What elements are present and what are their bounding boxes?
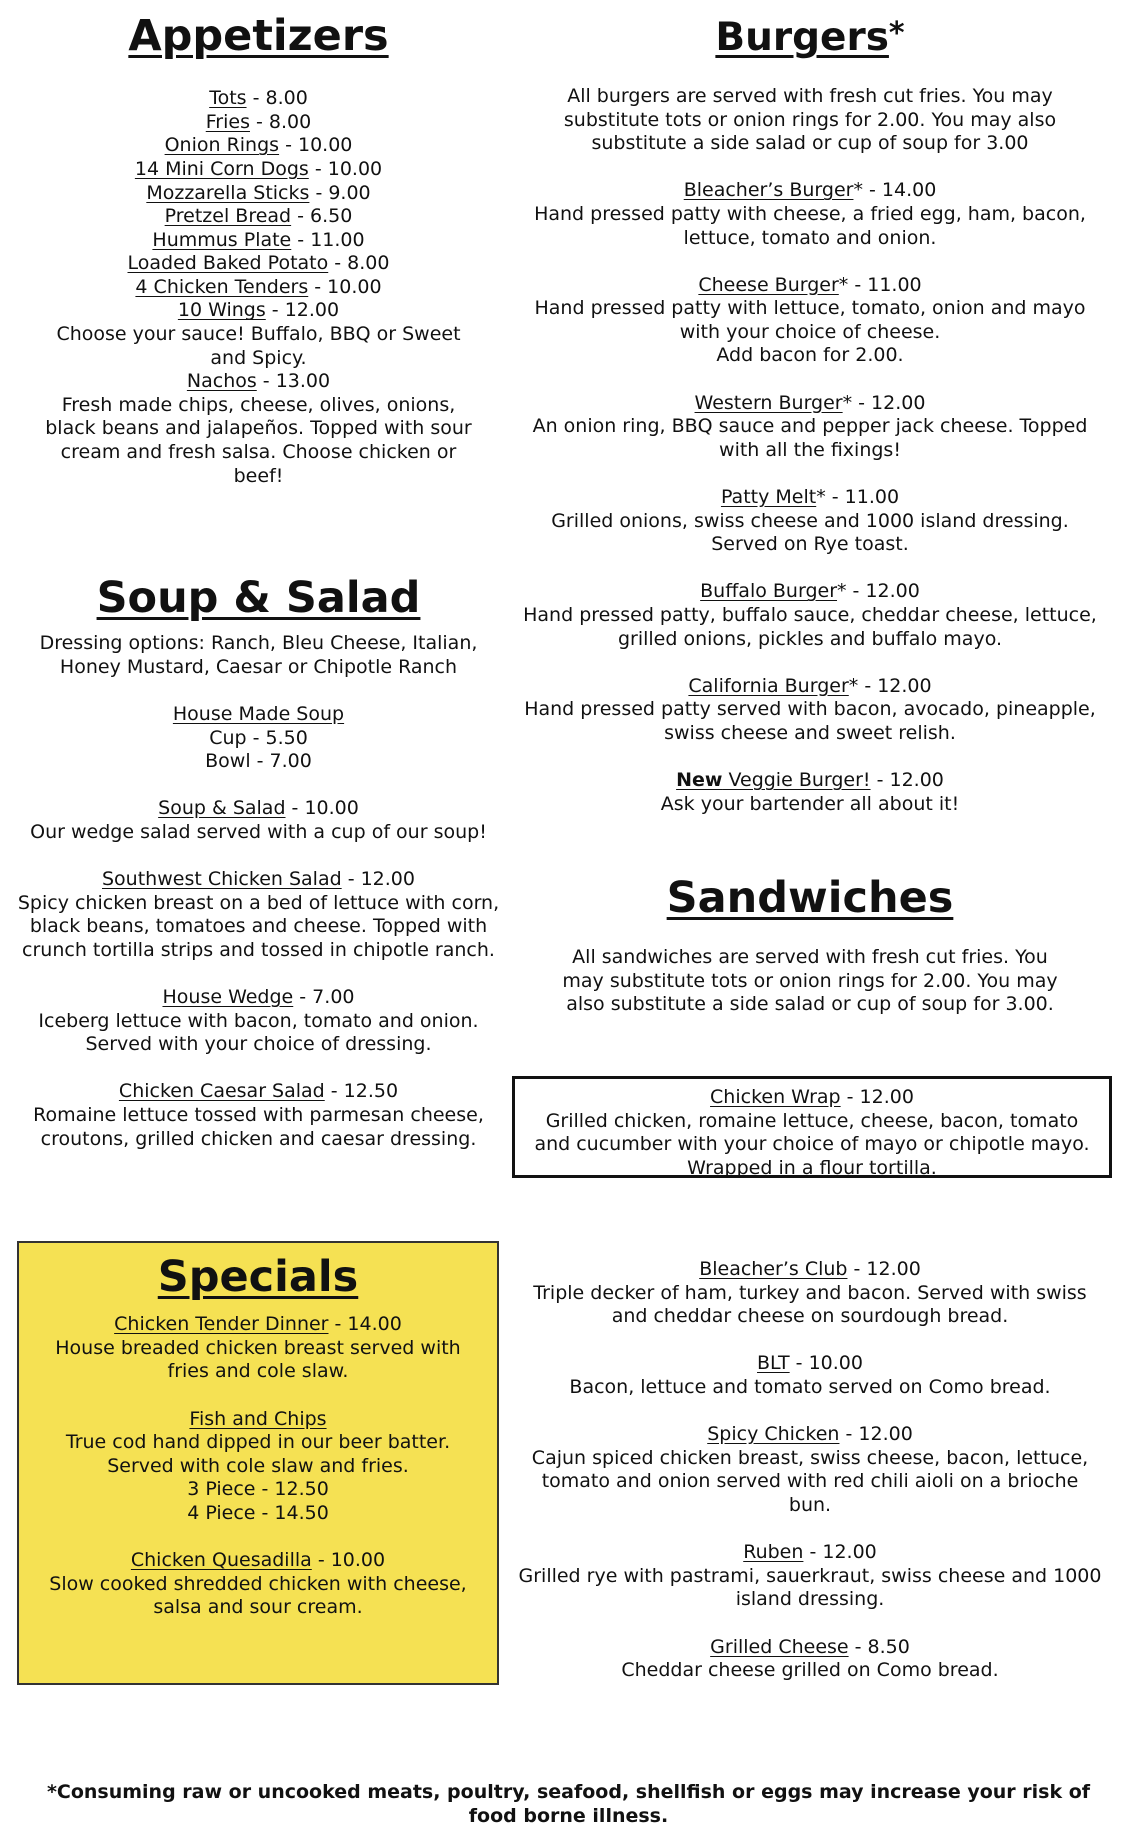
- item-name: Bleacher’s Burger: [683, 179, 854, 202]
- sandwiches-list: [512, 1258, 1108, 1683]
- item-price: - 12.00: [870, 769, 944, 792]
- item-price: - 12.00: [852, 391, 926, 414]
- menu-item: [16, 276, 501, 300]
- item-description: Hand pressed patty with cheese, a fried egg, ham, bacon, lettuce, tomato and onion.: [534, 202, 1086, 249]
- menu-item: [512, 675, 1108, 699]
- chicken-wrap-item: [515, 1086, 1109, 1180]
- menu-item: [16, 134, 501, 158]
- menu-item: [512, 1258, 1108, 1282]
- item-name: Grilled Cheese: [710, 1635, 849, 1658]
- item-name: Fries: [205, 110, 250, 133]
- item-description: Hand pressed patty with lettuce, tomato, onion and mayo with your choice of cheese.: [534, 297, 1086, 343]
- item-price: - 10.00: [279, 134, 353, 157]
- item-price: - 10.00: [311, 1549, 386, 1572]
- menu-item: [16, 252, 501, 276]
- item-price: - 11.00: [291, 228, 365, 251]
- burgers-section: [512, 15, 1108, 816]
- menu-item: [16, 229, 501, 253]
- item-price: - 12.00: [858, 674, 932, 697]
- item-name: Chicken Quesadilla: [130, 1549, 312, 1572]
- burgers-title-mark: *: [888, 16, 905, 51]
- menu-item: [19, 1313, 497, 1337]
- item-name: Hummus Plate: [152, 228, 292, 251]
- item-description: Iceberg lettuce with bacon, tomato and onion. Served with your choice of dressing.: [38, 1009, 479, 1056]
- item-price: - 8.00: [246, 87, 308, 110]
- sandwiches-intro: All sandwiches are served with fresh cut fries. You may substitute tots or onion rings for 2.00. You may also substitute a side salad or cup of soup for 3.00.: [562, 946, 1058, 1016]
- menu-item: [16, 703, 501, 727]
- item-name: 4 Chicken Tenders: [135, 275, 309, 298]
- item-name: Chicken Caesar Salad: [118, 1080, 325, 1103]
- menu-item: [16, 111, 501, 135]
- item-mark: *: [837, 580, 847, 603]
- specials-title: Specials: [157, 1252, 359, 1302]
- menu-item: [512, 274, 1108, 298]
- sandwiches-title: Sandwiches: [666, 873, 954, 923]
- item-description: Bacon, lettuce and tomato served on Como bread.: [569, 1375, 1051, 1398]
- burgers-title-text: Burgers: [715, 15, 889, 60]
- item-name: Soup & Salad: [158, 797, 286, 820]
- item-name: Nachos: [186, 370, 257, 393]
- item-price: - 12.00: [847, 1258, 921, 1280]
- chicken-wrap-box: [512, 1076, 1112, 1178]
- item-price: - 12.00: [840, 1086, 914, 1108]
- item-name: Spicy Chicken: [707, 1423, 840, 1446]
- burgers-title: [512, 15, 1108, 60]
- item-description: Hand pressed patty served with bacon, avocado, pineapple, swiss cheese and sweet relish.: [524, 698, 1096, 744]
- item-name: Ruben: [743, 1541, 804, 1564]
- item-mark: *: [842, 391, 853, 414]
- item-description: Fresh made chips, cheese, olives, onions, black beans and jalapeños. Topped with sour cream and fresh salsa. Choose chicken or beef!: [45, 393, 472, 487]
- item-description: Hand pressed patty, buffalo sauce, cheddar cheese, lettuce, grilled onions, pickles and buffalo mayo.: [523, 604, 1097, 650]
- item-price: - 14.00: [328, 1313, 402, 1336]
- menu-item: [512, 486, 1108, 510]
- item-description: Grilled rye with pastrami, sauerkraut, swiss cheese and 1000 island dressing.: [518, 1564, 1102, 1611]
- item-name: House Wedge: [162, 986, 294, 1009]
- soup-bowl-price: Bowl - 7.00: [205, 750, 312, 773]
- item-price: - 12.50: [324, 1080, 399, 1103]
- item-name: Mozzarella Sticks: [146, 181, 310, 204]
- item-price: - 7.00: [293, 986, 355, 1009]
- item-mark: *: [848, 674, 859, 697]
- menu-item: [515, 1086, 1109, 1110]
- sandwiches-section: [512, 873, 1108, 1017]
- item-description: Triple decker of ham, turkey and bacon. Served with swiss and cheddar cheese on sourdough bread.: [533, 1281, 1087, 1328]
- item-price: - 10.00: [308, 157, 383, 180]
- item-name: Southwest Chicken Salad: [102, 868, 342, 891]
- menu-item: [512, 580, 1108, 604]
- item-name: Buffalo Burger: [700, 580, 838, 603]
- appetizers-title: Appetizers: [128, 11, 389, 61]
- menu-item: [16, 1080, 501, 1104]
- menu-page: [6, 6, 1118, 1825]
- soup-salad-title: Soup & Salad: [96, 573, 421, 623]
- new-badge: New: [676, 769, 723, 792]
- burgers-intro: All burgers are served with fresh cut fries. You may substitute tots or onion rings for 2.00. You may also substitute a side salad or cup of soup for 3.00: [563, 84, 1057, 155]
- menu-item: [512, 1423, 1108, 1447]
- item-price: - 12.00: [839, 1423, 913, 1446]
- item-price: - 11.00: [825, 486, 900, 509]
- menu-item: [16, 370, 501, 394]
- item-name: House Made Soup: [172, 702, 345, 725]
- item-name: Western Burger: [694, 391, 843, 414]
- menu-item: [16, 986, 501, 1010]
- menu-item: [16, 205, 501, 229]
- menu-item: [512, 179, 1108, 203]
- menu-item: [512, 769, 1108, 793]
- item-price: - 8.00: [328, 252, 390, 275]
- item-price: - 12.00: [265, 299, 340, 322]
- item-name: Bleacher’s Club: [699, 1258, 848, 1280]
- item-price: - 6.50: [291, 205, 353, 228]
- item-price: - 13.00: [256, 370, 331, 393]
- item-description: House breaded chicken breast served with fries and cole slaw.: [55, 1336, 461, 1383]
- item-description: Ask your bartender all about it!: [660, 792, 960, 815]
- item-price: - 14.00: [862, 179, 937, 202]
- food-safety-disclaimer: *Consuming raw or uncooked meats, poultry, seafood, shellfish or eggs may increase your risk of food borne illness.: [46, 1781, 1091, 1827]
- menu-item: [512, 1636, 1108, 1660]
- item-price: - 12.00: [846, 580, 920, 603]
- item-description: Our wedge salad served with a cup of our soup!: [30, 820, 487, 843]
- menu-item: [19, 1408, 497, 1432]
- appetizers-section: [16, 11, 501, 488]
- item-description: True cod hand dipped in our beer batter. Served with cole slaw and fries.: [65, 1431, 451, 1477]
- item-name: Cheese Burger: [698, 273, 839, 296]
- item-name-link: [676, 769, 870, 791]
- item-name: Pretzel Bread: [164, 205, 292, 228]
- item-description: An onion ring, BBQ sauce and pepper jack cheese. Topped with all the fixings!: [532, 415, 1088, 461]
- item-name: Onion Rings: [164, 134, 280, 157]
- menu-item: [512, 1541, 1108, 1565]
- menu-item: [16, 868, 501, 892]
- item-price: - 12.00: [803, 1541, 877, 1564]
- item-name: 14 Mini Corn Dogs: [134, 157, 309, 180]
- item-price: - 8.00: [249, 110, 312, 133]
- item-price: - 11.00: [848, 273, 922, 296]
- item-description: Choose your sauce! Buffalo, BBQ or Sweet and Spicy.: [56, 323, 461, 369]
- item-name: BLT: [757, 1352, 790, 1375]
- item-option: 4 Piece - 14.50: [187, 1501, 329, 1524]
- item-mark: *: [838, 273, 849, 296]
- item-description: Slow cooked shredded chicken with cheese, salsa and sour cream.: [49, 1572, 467, 1619]
- soup-salad-section: [16, 573, 501, 1151]
- item-price: - 10.00: [308, 275, 382, 298]
- soup-cup-price: Cup - 5.50: [209, 726, 308, 749]
- item-name: California Burger: [688, 674, 849, 697]
- menu-item: [16, 182, 501, 206]
- menu-item: [19, 1549, 497, 1573]
- item-mark: *: [816, 486, 826, 509]
- item-name: 10 Wings: [177, 299, 266, 322]
- item-name: Fish and Chips: [189, 1407, 327, 1430]
- menu-item: [16, 299, 501, 323]
- item-price: - 10.00: [285, 797, 359, 820]
- menu-item: [512, 1352, 1108, 1376]
- item-price: - 10.00: [789, 1352, 863, 1375]
- item-description: Grilled onions, swiss cheese and 1000 island dressing. Served on Rye toast.: [551, 509, 1069, 556]
- item-description: Grilled chicken, romaine lettuce, cheese, bacon, tomato and cucumber with your choice of mayo or chipotle mayo. Wrapped in a flour tortilla.: [534, 1109, 1090, 1179]
- item-name: Chicken Wrap: [710, 1086, 841, 1108]
- menu-item: [16, 797, 501, 821]
- item-name: Chicken Tender Dinner: [114, 1313, 329, 1336]
- specials-box: [17, 1241, 499, 1685]
- item-name: Tots: [209, 87, 247, 110]
- menu-item: [16, 158, 501, 182]
- item-name: Loaded Baked Potato: [127, 252, 329, 275]
- item-extra: Add bacon for 2.00.: [716, 344, 904, 367]
- item-price: - 8.50: [848, 1635, 910, 1658]
- item-description: Romaine lettuce tossed with parmesan cheese, croutons, grilled chicken and caesar dressing.: [33, 1104, 484, 1150]
- menu-item: [16, 87, 501, 111]
- item-description: Cheddar cheese grilled on Como bread.: [621, 1659, 999, 1682]
- item-option: 3 Piece - 12.50: [187, 1478, 329, 1501]
- item-name: Veggie Burger!: [722, 769, 871, 792]
- dressing-options: Dressing options: Ranch, Bleu Cheese, Italian, Honey Mustard, Caesar or Chipotle Ranch: [39, 632, 478, 678]
- item-description: Spicy chicken breast on a bed of lettuce with corn, black beans, tomatoes and cheese. Topped with crunch tortilla strips and tossed in chipotle ranch.: [17, 891, 500, 961]
- item-description: Cajun spiced chicken breast, swiss cheese, bacon, lettuce, tomato and onion served with red chili aioli on a brioche bun.: [531, 1446, 1089, 1516]
- item-price: - 12.00: [341, 868, 415, 891]
- item-mark: *: [853, 179, 863, 202]
- item-price: - 9.00: [309, 181, 371, 204]
- menu-item: [512, 392, 1108, 416]
- item-name: Patty Melt: [720, 486, 817, 509]
- specials-section: [19, 1252, 497, 1620]
